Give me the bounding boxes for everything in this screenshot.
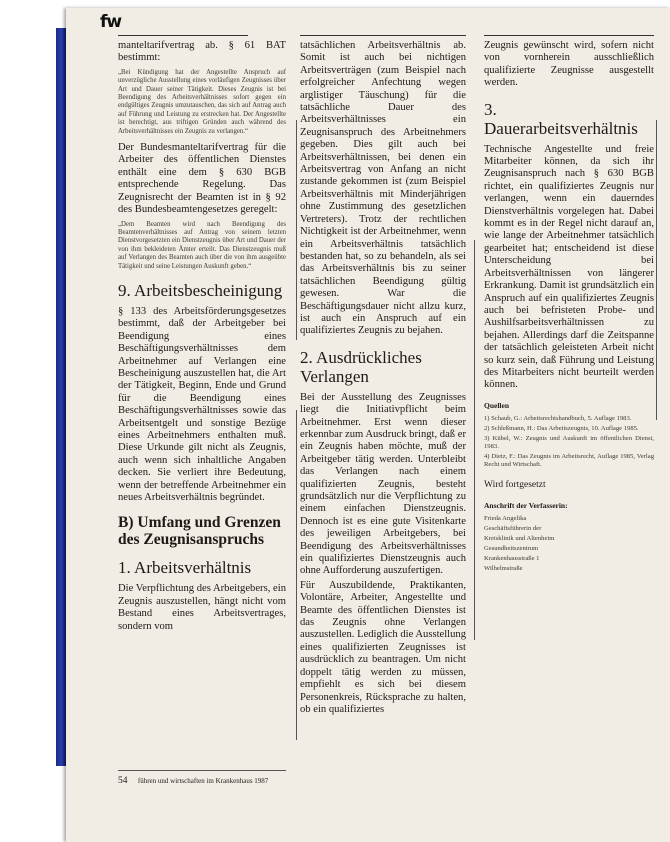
page-number: 54 [118, 776, 128, 786]
section-heading: 3. Dauerarbeitsverhältnis [484, 99, 638, 138]
author-line: Frieda Angelika [484, 514, 527, 522]
section-heading: B) Umfang und Grenzen des Zeugnisanspruchs [118, 514, 281, 549]
binder-edge [56, 28, 66, 766]
section-heading: 9. Arbeitsbescheinigung [118, 280, 283, 300]
paragraph: Technische Angestellte und freie Mitarbeiter können, da sich ihr Zeugnisanspruch nach § 630 BGB richtet, ein qualifiziertes Zeugnis nur verlangen, wenn ein dauerndes Dienstverhältnis vorgelegen hat. Dabei kommt es in der Regel nicht darauf an, wie lange der Arbeitnehmer tatsächlich gearbeitet hat; entscheidend ist diese Unterscheidung bei Arbeitsverhältnissen von längerer Erkrankung. Damit ist grundsätzlich ein Anspruch auf ein qualifiziertes Zeugnis auch bei befristeten Probe- und Aushilfsarbeitsverhältnissen zu bejahen. Allerdings darf die Zeitspanne der tatsächlich geleisteten Arbeit nicht so kurz sein, daß Führung und Leistung des Mitarbeiters nicht beurteilt werden können. [484, 143, 654, 391]
margin-marker [474, 240, 475, 640]
author-line: Wilhelmstraße [484, 564, 523, 572]
paragraph: Die Verpflichtung des Arbeitgebers, ein Zeugnis auszustellen, hängt nicht vom Bestand eines Arbeitsvertrages, sondern vom [118, 583, 286, 632]
paragraph: Der Bundesmanteltarifvertrag für die Arbeiter des öffentlichen Dienstes enthält eine dem § 630 BGB entsprechende Regelung. Das Zeugnisrecht der Beamten ist in § 92 des Bundesbeamtengesetzes geregelt: [118, 142, 286, 216]
continued-note: Wird fortgesetzt [484, 480, 546, 491]
journal-logo: fw [100, 12, 122, 32]
paragraph: manteltarifvertrag ab. § 61 BAT bestimmt: [118, 40, 286, 64]
column-1 [118, 40, 286, 635]
top-rule-col1 [118, 35, 248, 36]
quote-block: „Dem Beamten wird nach Beendigung des Beamtenverhältnisses auf Antrag von seinem letzten Dienstvorgesetzten ein Dienstzeugnis über Art und Dauer der von ihm bekleideten Ämter erteilt. Das Dienstzeugnis muß auf Verlangen des Beamten auch über die von ihm ausgeübte Tätigkeit und seine Leistungen Auskunft geben.“ [118, 220, 286, 270]
source-item: 2) Schleßmann, H.: Das Arbeitszeugnis, 10. Auflage 1985. [484, 425, 639, 433]
top-rule-col2 [300, 35, 466, 36]
footer-source: führen und wirtschaften im Krankenhaus 1987 [137, 777, 269, 785]
section-heading: 1. Arbeitsverhältnis [118, 558, 252, 578]
source-item: 3) Kübel, W.: Zeugnis und Auskunft im öffentlichen Dienst, 1983. [484, 435, 654, 451]
author-line: Geschäftsführerin der [484, 524, 542, 532]
top-rule-col3 [484, 35, 654, 36]
paragraph: tatsächlichen Arbeitsverhältnis ab. Somit ist auch bei nichtigen Arbeitsverträgen (zum Beispiel nach erfolgreicher Anfechtung wegen arglistiger Täuschung) für die tatsächliche Dauer des Arbeitsverhältnisses ein Zeugnisanspruch des Arbeitnehmers gegeben. Dies gilt auch bei Arbeitsverhältnissen, bei denen ein Arbeitsvertrag von Anfang an nicht zustande gekommen ist (zum Beispiel Arbeitsverhältnis mit Minderjährigen ohne Zustimmung des gesetzlichen Vertreters). Trotz der rechtlichen Nichtigkeit ist der Arbeitnehmer, wenn ein Arbeitsverhältnis tatsächlich bestanden hat, so zu behandeln, als sei das Arbeitsverhältnis bis zu seiner tatsächlichen Beendigung gültig gewesen. War die Beschäftigungsdauer nicht allzu kurz, ist auch ein Anspruch auf ein qualifiziertes Zeugnis zu bejahen. [300, 40, 466, 337]
paragraph: Zeugnis gewünscht wird, sofern nicht von vornherein ausschließlich qualifizierte Zeugnisse ausgestellt werden. [484, 40, 654, 89]
author-address-heading: Anschrift der Verfasserin: [484, 500, 568, 510]
column-2 [300, 40, 466, 718]
margin-marker [296, 410, 297, 740]
paragraph: Bei der Ausstellung des Zeugnisses liegt die Initiativpflicht beim Arbeitnehmer. Erst wenn dieser erkennbar zum Ausdruck bringt, daß er ein Zeugnis haben möchte, muß der Arbeitgeber tätig werden. Unterbleibt das Verlangen nach einem qualifizierten Zeugnis, besteht grundsätzlich nur die Verpflichtung zu einem einfachen Dienstzeugnis. Dennoch ist es eine gute Visitenkarte des jeweiligen Arbeitgebers, bei Beendigung des Arbeitsverhältnisses ein qualifiziertes Dienstzeugnis auch ohne Aufforderung auszufertigen. [300, 391, 466, 577]
margin-marker [656, 120, 657, 420]
quote-block: „Bei Kündigung hat der Angestellte Anspruch auf unverzügliche Ausstellung eines vorläufigen Zeugnisses über Art und Dauer seiner Tätigkeit. Dieses Zeugnis ist bei Beendigung des Arbeitsverhältnisses sofort gegen ein endgültiges Zeugnis umzutauschen, das sich auf Antrag auch auf Führung und Leistung zu erstrecken hat. Der Angestellte ist berechtigt, aus triftigen Gründen auch während des Arbeitsverhältnisses ein Zeugnis zu verlangen.“ [118, 68, 286, 135]
margin-marker [296, 120, 297, 340]
sources-heading: Quellen [484, 400, 510, 410]
source-item: 4) Dietz, F.: Das Zeugnis im Arbeitsrecht, Auflage 1985, Verlag Recht und Wirtschaft. [484, 453, 654, 469]
source-item: 1) Schaub, G.: Arbeitsrechtshandbuch, 5. Auflage 1983. [484, 415, 632, 423]
section-heading: 2. Ausdrückliches Verlangen [300, 347, 422, 386]
author-line: Gesundheitszentrum [484, 544, 539, 552]
author-line: Kreisklinik und Altenheim [484, 534, 555, 542]
column-3 [484, 40, 654, 575]
page-footer [118, 776, 276, 786]
footer-rule [118, 770, 286, 771]
paragraph: § 133 des Arbeitsförderungsgesetzes bestimmt, daß der Arbeitgeber bei Beendigung eines Beschäftigungsverhältnisses dem Arbeitnehmer auf Verlangen eine Bescheinigung auszustellen hat, die Art der Tätigkeit, Beginn, Ende und Grund für die Beendigung eines Beschäftigungsverhältnisses sowie das Arbeitsentgelt und sonstige Bezüge eines Arbeitnehmers enthalten muß. Diese Urkunde gilt nicht als Zeugnis, auch wenn sich inhaltliche Angaben decken. Sie verliert ihre Bedeutung, wenn der betreffende Arbeitnehmer ein neues Arbeitsverhältnis begründet. [118, 305, 286, 504]
author-line: Krankenhausstraße 1 [484, 554, 540, 562]
paragraph: Für Auszubildende, Praktikanten, Volontäre, Arbeiter, Angestellte und Beamte des öffentlichen Dienstes ist das Zeugnis ohne Verlangen auszustellen. Lediglich die Ausstellung eines qualifizierten Zeugnisses ist ausdrücklich zu beantragen. Um nicht doppelt tätig werden zu müssen, empfiehlt es sich bei diesem Personenkreis, Rücksprache zu halten, ob ein qualifiziertes [300, 579, 466, 715]
